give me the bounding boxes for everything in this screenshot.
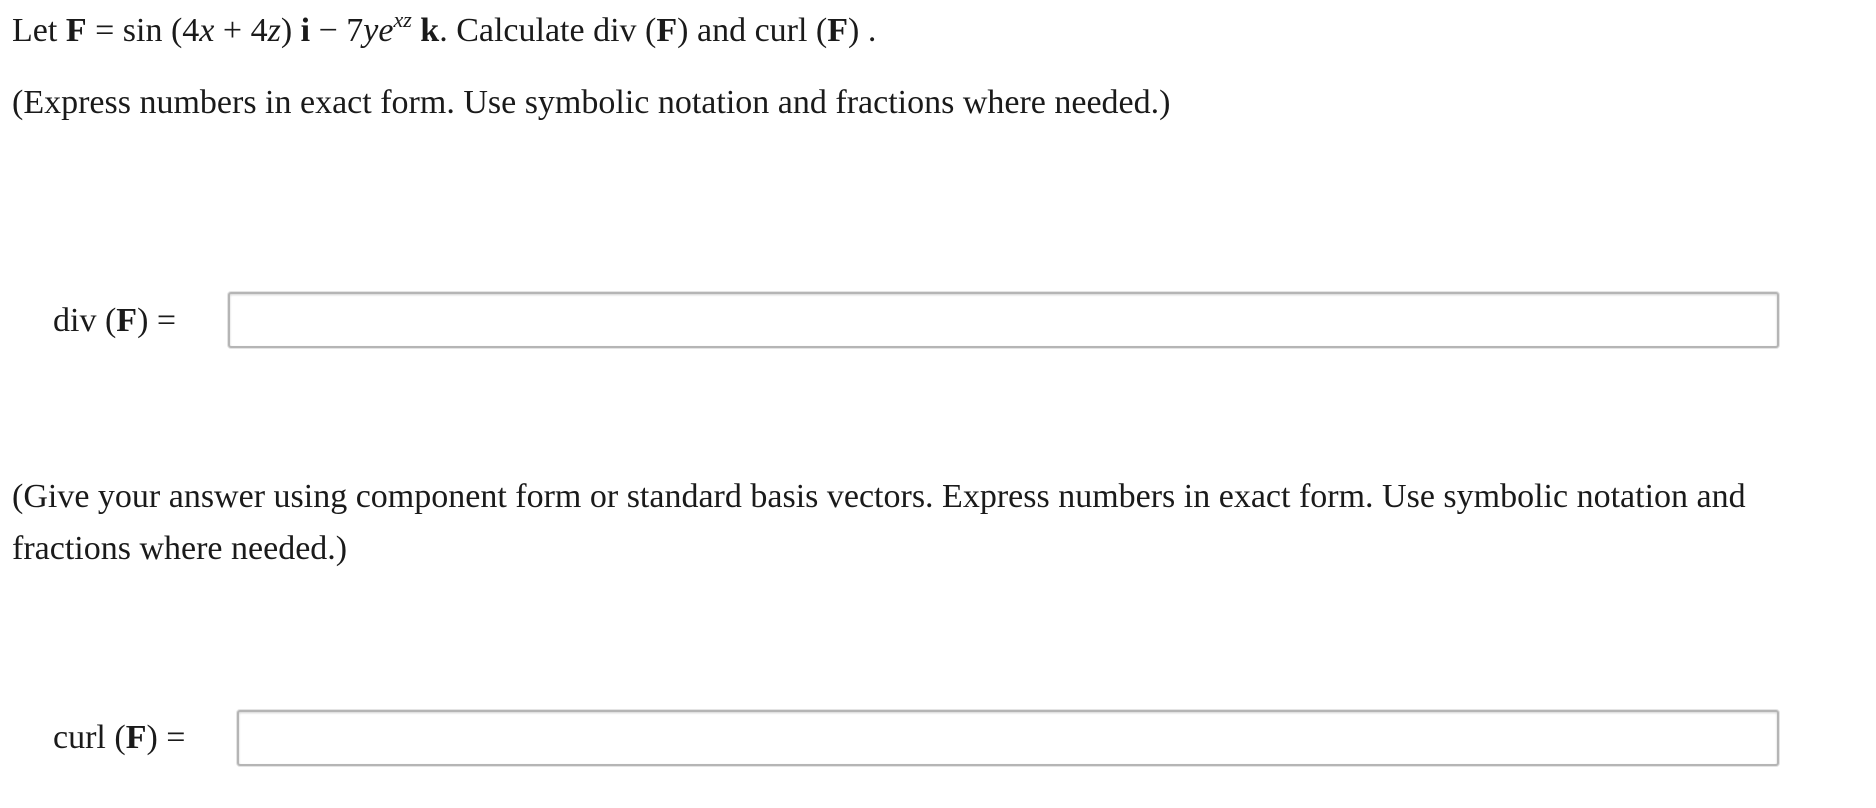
div-answer-input[interactable] [228, 292, 1779, 348]
question-text [12, 7, 877, 50]
calculate-text: . Calculate div ( [439, 12, 657, 49]
curl-instructions-line-1: (Give your answer using component form or standard basis vectors. Express numbers in exact form. Use symbolic notation and [12, 478, 1746, 515]
sin-arg-close: ) [280, 12, 301, 49]
question-end: ) . [848, 12, 877, 49]
curl-label-suffix: ) = [146, 719, 186, 756]
plus-term: + 4 [214, 12, 268, 49]
var-y: y [363, 12, 379, 49]
var-z: z [267, 12, 281, 49]
exponent-xz: xz [393, 7, 412, 32]
div-label-suffix: ) = [137, 302, 177, 339]
sin-function: sin [122, 12, 163, 49]
curl-instructions-line-2: fractions where needed.) [12, 530, 348, 567]
equals-sign: = [86, 12, 123, 49]
unit-vector-k: k [420, 12, 440, 49]
vector-field-symbol: F [656, 12, 678, 49]
curl-label [53, 719, 185, 757]
question-prefix: Let [12, 12, 66, 49]
div-label [53, 302, 176, 340]
vector-field-symbol: F [827, 12, 849, 49]
vector-field-symbol: F [125, 719, 147, 756]
div-instructions: (Express numbers in exact form. Use symbolic notation and fractions where needed.) [12, 84, 1171, 121]
div-label-prefix: div ( [53, 302, 117, 339]
sin-arg-open: (4 [162, 12, 200, 49]
curl-label-prefix: curl ( [53, 719, 126, 756]
vector-field-symbol: F [116, 302, 138, 339]
var-x: x [199, 12, 215, 49]
minus-term: − 7 [310, 12, 364, 49]
curl-answer-input[interactable] [237, 710, 1779, 766]
curl-instructions [12, 471, 1746, 575]
vector-field-symbol: F [65, 12, 87, 49]
unit-vector-i: i [300, 12, 311, 49]
exp-base-e: e [378, 12, 394, 49]
and-curl-text: ) and curl ( [677, 12, 828, 49]
